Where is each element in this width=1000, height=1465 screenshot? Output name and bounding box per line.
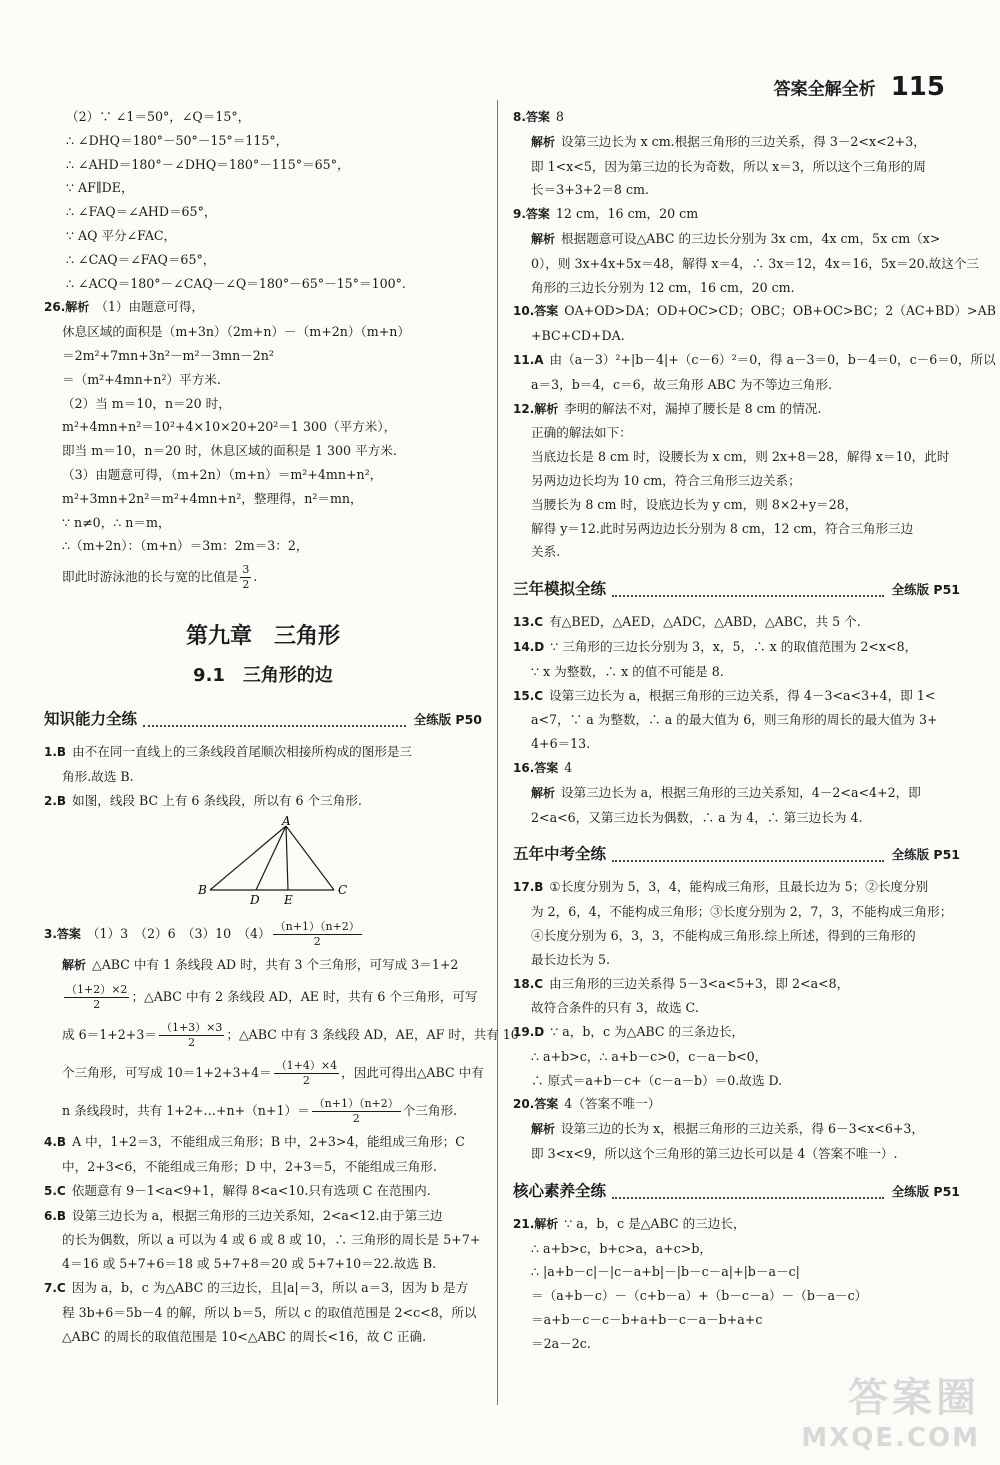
text-span: 李明的解法不对，漏掉了腰长是 8 cm 的情况. [564, 400, 822, 416]
text-span: OA+OD>DA；OD+OC>CD；OBC；OB+OC>BC；2（AC+BD）>AB [564, 303, 996, 319]
numerator: （1+4）×4 [275, 1059, 338, 1073]
text-line: m²+3mn+2n²＝m²+4mn+n²，整理得，n²＝mn， [62, 490, 363, 506]
text-line: ∵ AF∥DE， [66, 180, 134, 196]
section-version: 全练版 P51 [891, 1183, 960, 1199]
question-8 [513, 105, 960, 202]
question-label: 4.B [44, 1135, 67, 1150]
page-header [774, 72, 945, 102]
section-name: 五年中考全练 [513, 845, 607, 864]
text-span: 个三角形，可写成 10＝1+2+3+4＝ [62, 1065, 272, 1081]
question-label: 21.解析 [513, 1216, 559, 1231]
text-line: 因为 a，b，c 为△ABC 的三边长，且|a|＝3，所以 a＝3，因为 b 是方 [71, 1279, 469, 1295]
text-line: ＝（a+b－c）－（c+b－a）+（b－c－a）－（b－a－c） [531, 1288, 868, 1304]
text-line: ∴ |a+b－c|－|c－a+b|－|b－c－a|+|b－a－c| [531, 1264, 800, 1280]
question-label: 19.D [513, 1025, 545, 1040]
question-18 [513, 972, 960, 1021]
watermark-url: MXQE.COM [801, 1423, 980, 1453]
denominator: 2 [352, 1112, 360, 1126]
segment-ab [210, 826, 286, 890]
text-line: ∴ 原式＝a+b－c+（c－a－b）＝0.故选 D. [531, 1072, 783, 1088]
text-line: ∴ ∠FAQ＝∠AHD＝65°， [66, 204, 217, 220]
text-span: . [253, 569, 258, 585]
text-line: ∴ a+b>c，∴ a+b－c>0，c－a－b<0， [531, 1048, 768, 1064]
text-line: ∴ ∠CAQ＝∠FAQ＝65°， [66, 251, 216, 267]
text-span: ∵ 三角形的三边长分别为 3，x，5，∴ x 的取值范围为 2<x<8， [550, 638, 918, 654]
text-span: （1）3 （2）6 （3）10 （4） [86, 926, 271, 942]
question-label: 12.解析 [513, 401, 559, 416]
question-label: 5.C [44, 1183, 66, 1198]
section-title: 9.1 三角形的边 [193, 665, 333, 687]
question-label: 1.B [44, 745, 67, 760]
numerator: （1+3）×3 [160, 1021, 223, 1035]
question-14 [513, 635, 960, 684]
question-label: 16.答案 [513, 760, 559, 775]
text-span: 成 6＝1+2+3＝ [62, 1027, 157, 1043]
label-d: D [250, 892, 260, 907]
text-line: ∵ n≠0，∴ n＝m， [62, 514, 171, 530]
text-line: 中，2+3<6，不能组成三角形；D 中，2+3＝5，不能组成三角形. [62, 1158, 437, 1174]
question-12 [513, 397, 960, 565]
explanation-label: 解析 [531, 231, 556, 246]
question-9 [513, 202, 980, 299]
question-16 [513, 756, 960, 829]
text-line: 关系. [531, 544, 561, 560]
question-label: 13.C [513, 615, 544, 630]
text-line: （1）由题意可得， [95, 299, 205, 315]
text-span: 即此时游泳池的长与宽的比值是 [62, 569, 239, 585]
fraction [159, 1021, 224, 1050]
denominator: 2 [93, 998, 101, 1012]
text-span: ，因此可得出△ABC 中有 [341, 1065, 484, 1081]
section-name: 知识能力全练 [44, 710, 138, 729]
section-header [513, 839, 960, 871]
text-line: 0），则 3x+4x+5x＝48，解得 x＝4，∴ 3x＝12，4x＝16，5x＝20.故这个三 [531, 255, 980, 271]
text-line: ④长度分别为 6，3，3，不能构成三角形.综上所述，得到的三角形的 [531, 927, 916, 943]
text-span: ；△ABC 中有 2 条线段 AD，AE 时，共有 6 个三角形，可写 [131, 989, 478, 1005]
text-span: 12 cm，16 cm，20 cm [555, 206, 699, 222]
text-line: 的长为偶数，所以 a 可以为 4 或 6 或 8 或 10，∴ 三角形的周长是 5+7+ [62, 1232, 481, 1248]
text-line: 即 1<x<5，因为第三边的长为奇数，所以 x＝3，所以这个三角形的周 [531, 158, 926, 174]
text-line: 由不在同一直线上的三条线段首尾顺次相接所构成的图形是三 [72, 744, 413, 760]
text-span: 4（答案不唯一） [564, 1096, 661, 1112]
text-line: ∴ ∠AHD＝180°－∠DHQ＝180°－115°＝65°， [66, 156, 350, 172]
question-4 [44, 1130, 482, 1179]
text-span: 设第三边长为 x cm.根据三角形的三边关系，得 3－2<x<2+3， [561, 133, 926, 149]
fraction [64, 983, 129, 1012]
section-header [513, 574, 960, 606]
triangle-diagram [194, 813, 354, 907]
section-name: 核心素养全练 [513, 1181, 607, 1200]
text-line: 设第三边长为 a，根据三角形的三边关系知，2<a<12.由于第三边 [72, 1207, 443, 1223]
triangle-figure [194, 813, 482, 912]
question-6 [44, 1204, 482, 1276]
text-line: 长＝3+3+2＝8 cm. [531, 182, 649, 198]
explanation-label: 解析 [531, 1122, 556, 1137]
text-span: 个三角形. [402, 1103, 458, 1119]
question-label: 2.B [44, 793, 67, 808]
question-label: 11.A [513, 352, 544, 367]
text-line: 即当 m＝10，n＝20 时，休息区域的面积是 1 300 平方米. [62, 443, 397, 459]
text-line: △ABC 的周长的取值范围是 10<△ABC 的周长<16，故 C 正确. [62, 1328, 427, 1344]
denominator: 2 [302, 1074, 310, 1088]
text-line [62, 558, 482, 596]
explanation-label: 解析 [62, 958, 87, 973]
text-line: a<7，∵ a 为整数，∴ a 的最大值为 6，则三角形的周长的最大值为 3+ [531, 712, 938, 728]
text-span: 设第三边的长为 x，根据三角形的三边关系，得 6－3<x<6+3， [561, 1121, 924, 1137]
chapter-title: 第九章 三角形 [185, 624, 340, 650]
dotted-leader [612, 583, 884, 597]
text-line: 最长边长为 5. [531, 951, 610, 967]
numerator: （n+1）（n+2） [313, 1097, 399, 1111]
text-line: ＝a+b－c－c－b+a+b－c－a－b+a+c [531, 1312, 763, 1328]
text-span: 4 [564, 759, 573, 775]
text-line: 即 3<x<9，所以这个三角形的第三边长可以是 4（答案不唯一）. [531, 1146, 898, 1162]
explanation-label: 解析 [531, 785, 556, 800]
question-21 [513, 1212, 960, 1356]
question-26 [44, 295, 482, 596]
section-header [513, 1176, 960, 1208]
question-label: 17.B [513, 880, 544, 895]
question-1 [44, 740, 482, 789]
segment-ae [286, 826, 288, 890]
question-label: 18.C [513, 976, 544, 991]
text-line: 角形的三边长分别为 12 cm，16 cm，20 cm. [531, 279, 795, 295]
text-line: 程 3b+6＝5b－4 的解，所以 b＝5，所以 c 的取值范围是 2<c<8，所以 [62, 1304, 477, 1320]
q25-continued [44, 105, 482, 295]
question-label: 7.C [44, 1280, 66, 1295]
page-number: 115 [890, 72, 945, 102]
text-span: 由三角形的三边关系得 5－3<a<5+3，即 2<a<8， [549, 975, 850, 991]
text-line: （2）当 m＝10，n＝20 时， [62, 395, 231, 411]
section-header [44, 704, 482, 736]
text-line: ＝（m²+4mn+n²）平方米. [62, 371, 221, 387]
text-line: 4＝16 或 5+7+6＝18 或 5+7+8＝20 或 5+7+10＝22.故选 B. [62, 1256, 437, 1272]
header-title: 答案全解全析 [773, 79, 876, 100]
text-line: 当底边长是 8 cm 时，设腰长为 x cm，则 2x+8＝28，解得 x＝10，此时 [531, 449, 950, 465]
question-2 [44, 789, 482, 912]
question-label: 8.答案 [513, 110, 550, 124]
section-version: 全练版 P51 [891, 582, 960, 598]
text-span: ∵ a，b，c 为△ABC 的三条边长， [550, 1024, 745, 1040]
section-version: 全练版 P50 [413, 712, 482, 728]
question-label: 10.答案 [513, 304, 559, 319]
text-line: m²+4mn+n²＝10²+4×10×20+20²＝1 300（平方米）， [62, 419, 397, 435]
denominator: 2 [242, 578, 250, 592]
text-span: n 条线段时，共有 1+2+…+n+（n+1）＝ [62, 1103, 310, 1119]
question-label: 9.答案 [513, 207, 550, 222]
text-line: 4+6＝13. [531, 736, 591, 752]
text-span: 由（a－3）²+|b－4|+（c－6）²＝0，得 a－3＝0，b－4＝0，c－6＝0，所以 [549, 351, 996, 367]
segment-ac [286, 826, 334, 890]
question-20 [513, 1092, 960, 1165]
text-line: 如图，线段 BC 上有 6 条线段，所以有 6 个三角形. [72, 792, 362, 808]
text-line: 当腰长为 8 cm 时，设底边长为 y cm，则 8×2+y＝28， [531, 496, 858, 512]
text-line: 依题意有 9－1<a<9+1，解得 8<a<10.只有选项 C 在范围内. [71, 1182, 431, 1198]
text-line: 解得 y＝12.此时另两边边长分别为 8 cm，12 cm，符合三角形三边 [531, 520, 914, 536]
text-span: ∵ a，b，c 是△ABC 的三边长， [564, 1215, 746, 1231]
text-span: 有△BED，△AED，△ADC，△ABD，△ABC，共 5 个. [549, 614, 861, 630]
question-19 [513, 1020, 960, 1092]
question-label: 26.解析 [44, 300, 90, 315]
dotted-leader [612, 848, 884, 862]
question-label: 14.D [513, 639, 545, 654]
left-column [44, 105, 519, 1348]
question-label: 15.C [513, 688, 544, 703]
text-line: 角形.故选 B. [62, 768, 134, 784]
section-version: 全练版 P51 [891, 847, 960, 863]
text-span: △ABC 中有 1 条线段 AD 时，共有 3 个三角形，可写成 3＝1+2 [92, 957, 459, 973]
numerator: 3 [242, 563, 250, 577]
text-line: ∵ AQ 平分∠FAC， [66, 227, 177, 243]
question-17 [513, 875, 960, 971]
dotted-leader [612, 1185, 884, 1199]
label-b: B [198, 882, 207, 897]
text-span: 设第三边长为 a，根据三角形的三边关系，得 4－3<a<3+4，即 1< [549, 687, 936, 703]
text-line: 休息区域的面积是（m+3n）（2m+n）－（m+2n）（m+n） [62, 324, 410, 340]
question-13 [513, 610, 960, 635]
text-line: ∴（m+2n）：（m+n）＝3m：2m＝3：2， [62, 538, 309, 554]
text-line: ＝2a－2c. [531, 1335, 591, 1351]
question-label: 20.答案 [513, 1097, 559, 1112]
text-span: 设第三边长为 a，根据三角形的三边关系知，4－2<a<4+2，即 [561, 784, 921, 800]
label-e: E [284, 892, 293, 907]
explanation-label: 解析 [531, 134, 556, 149]
text-span: 8 [555, 109, 564, 124]
label-c: C [338, 882, 348, 897]
text-line: 故符合条件的只有 3，故选 C. [531, 1000, 699, 1016]
label-a: A [282, 813, 291, 828]
fraction [274, 1059, 339, 1088]
text-line: 正确的解法如下： [531, 425, 632, 441]
denominator: 2 [188, 1036, 196, 1050]
denominator: 2 [313, 935, 321, 949]
question-10 [513, 299, 996, 348]
question-11 [513, 348, 996, 397]
text-line: （3）由题意可得，（m+2n）（m+n）＝m²+4mn+n²， [62, 466, 383, 482]
text-line: 另两边边长均为 10 cm，符合三角形三边关系； [531, 472, 801, 488]
watermark [801, 1366, 980, 1453]
text-line: 2<a<6，又第三边长为偶数，∴ a 为 4，∴ 第三边长为 4. [531, 809, 863, 825]
text-line: a＝3，b＝4，c＝6，故三角形 ABC 为不等边三角形. [531, 376, 832, 392]
text-span: 根据题意可设△ABC 的三边长分别为 3x cm，4x cm，5x cm（x> [561, 230, 941, 246]
question-label: 3.答案 [44, 927, 81, 942]
text-line: ∴ ∠DHQ＝180°－50°－15°＝115°， [66, 132, 289, 148]
text-line: ∴ ∠ACQ＝180°－∠CAQ－∠Q＝180°－65°－15°＝100°. [66, 275, 406, 291]
section-name: 三年模拟全练 [513, 580, 607, 599]
numerator: （n+1）（n+2） [274, 920, 360, 934]
question-5 [44, 1179, 482, 1204]
text-span: ①长度分别为 5，3，4，能构成三角形，且最长边为 5；②长度分别 [549, 879, 929, 895]
text-line: ＝2m²+7mn+3n²－m²－3mn－2n² [62, 347, 274, 363]
segment-ad [256, 826, 286, 890]
fraction [240, 563, 251, 592]
dotted-leader [143, 713, 406, 727]
text-line: ∵ x 为整数，∴ x 的值不可能是 8. [531, 663, 724, 679]
fraction [273, 920, 362, 949]
watermark-logo: 答案圈 [848, 1375, 980, 1421]
question-15 [513, 684, 960, 756]
fraction [312, 1097, 401, 1126]
text-span: ；△ABC 中有 3 条线段 AD，AE，AF 时，共有 10 [226, 1027, 519, 1043]
text-line: 为 2，6，4，不能构成三角形；③长度分别为 2，7，3，不能构成三角形； [531, 904, 953, 920]
question-3 [44, 915, 519, 1130]
text-line: +BC+CD+DA. [531, 328, 625, 344]
question-label: 6.B [44, 1208, 67, 1223]
column-divider [497, 100, 498, 1405]
question-7 [44, 1276, 482, 1348]
numerator: （1+2）×2 [66, 983, 128, 997]
text-line: （2）∵ ∠1＝50°，∠Q＝15°， [66, 109, 251, 124]
right-column [513, 105, 996, 1356]
text-line: ∴ a+b>c，b+c>a，a+c>b， [531, 1240, 712, 1256]
text-line: A 中，1+2＝3，不能组成三角形；B 中，2+3>4，能组成三角形；C [72, 1134, 465, 1150]
